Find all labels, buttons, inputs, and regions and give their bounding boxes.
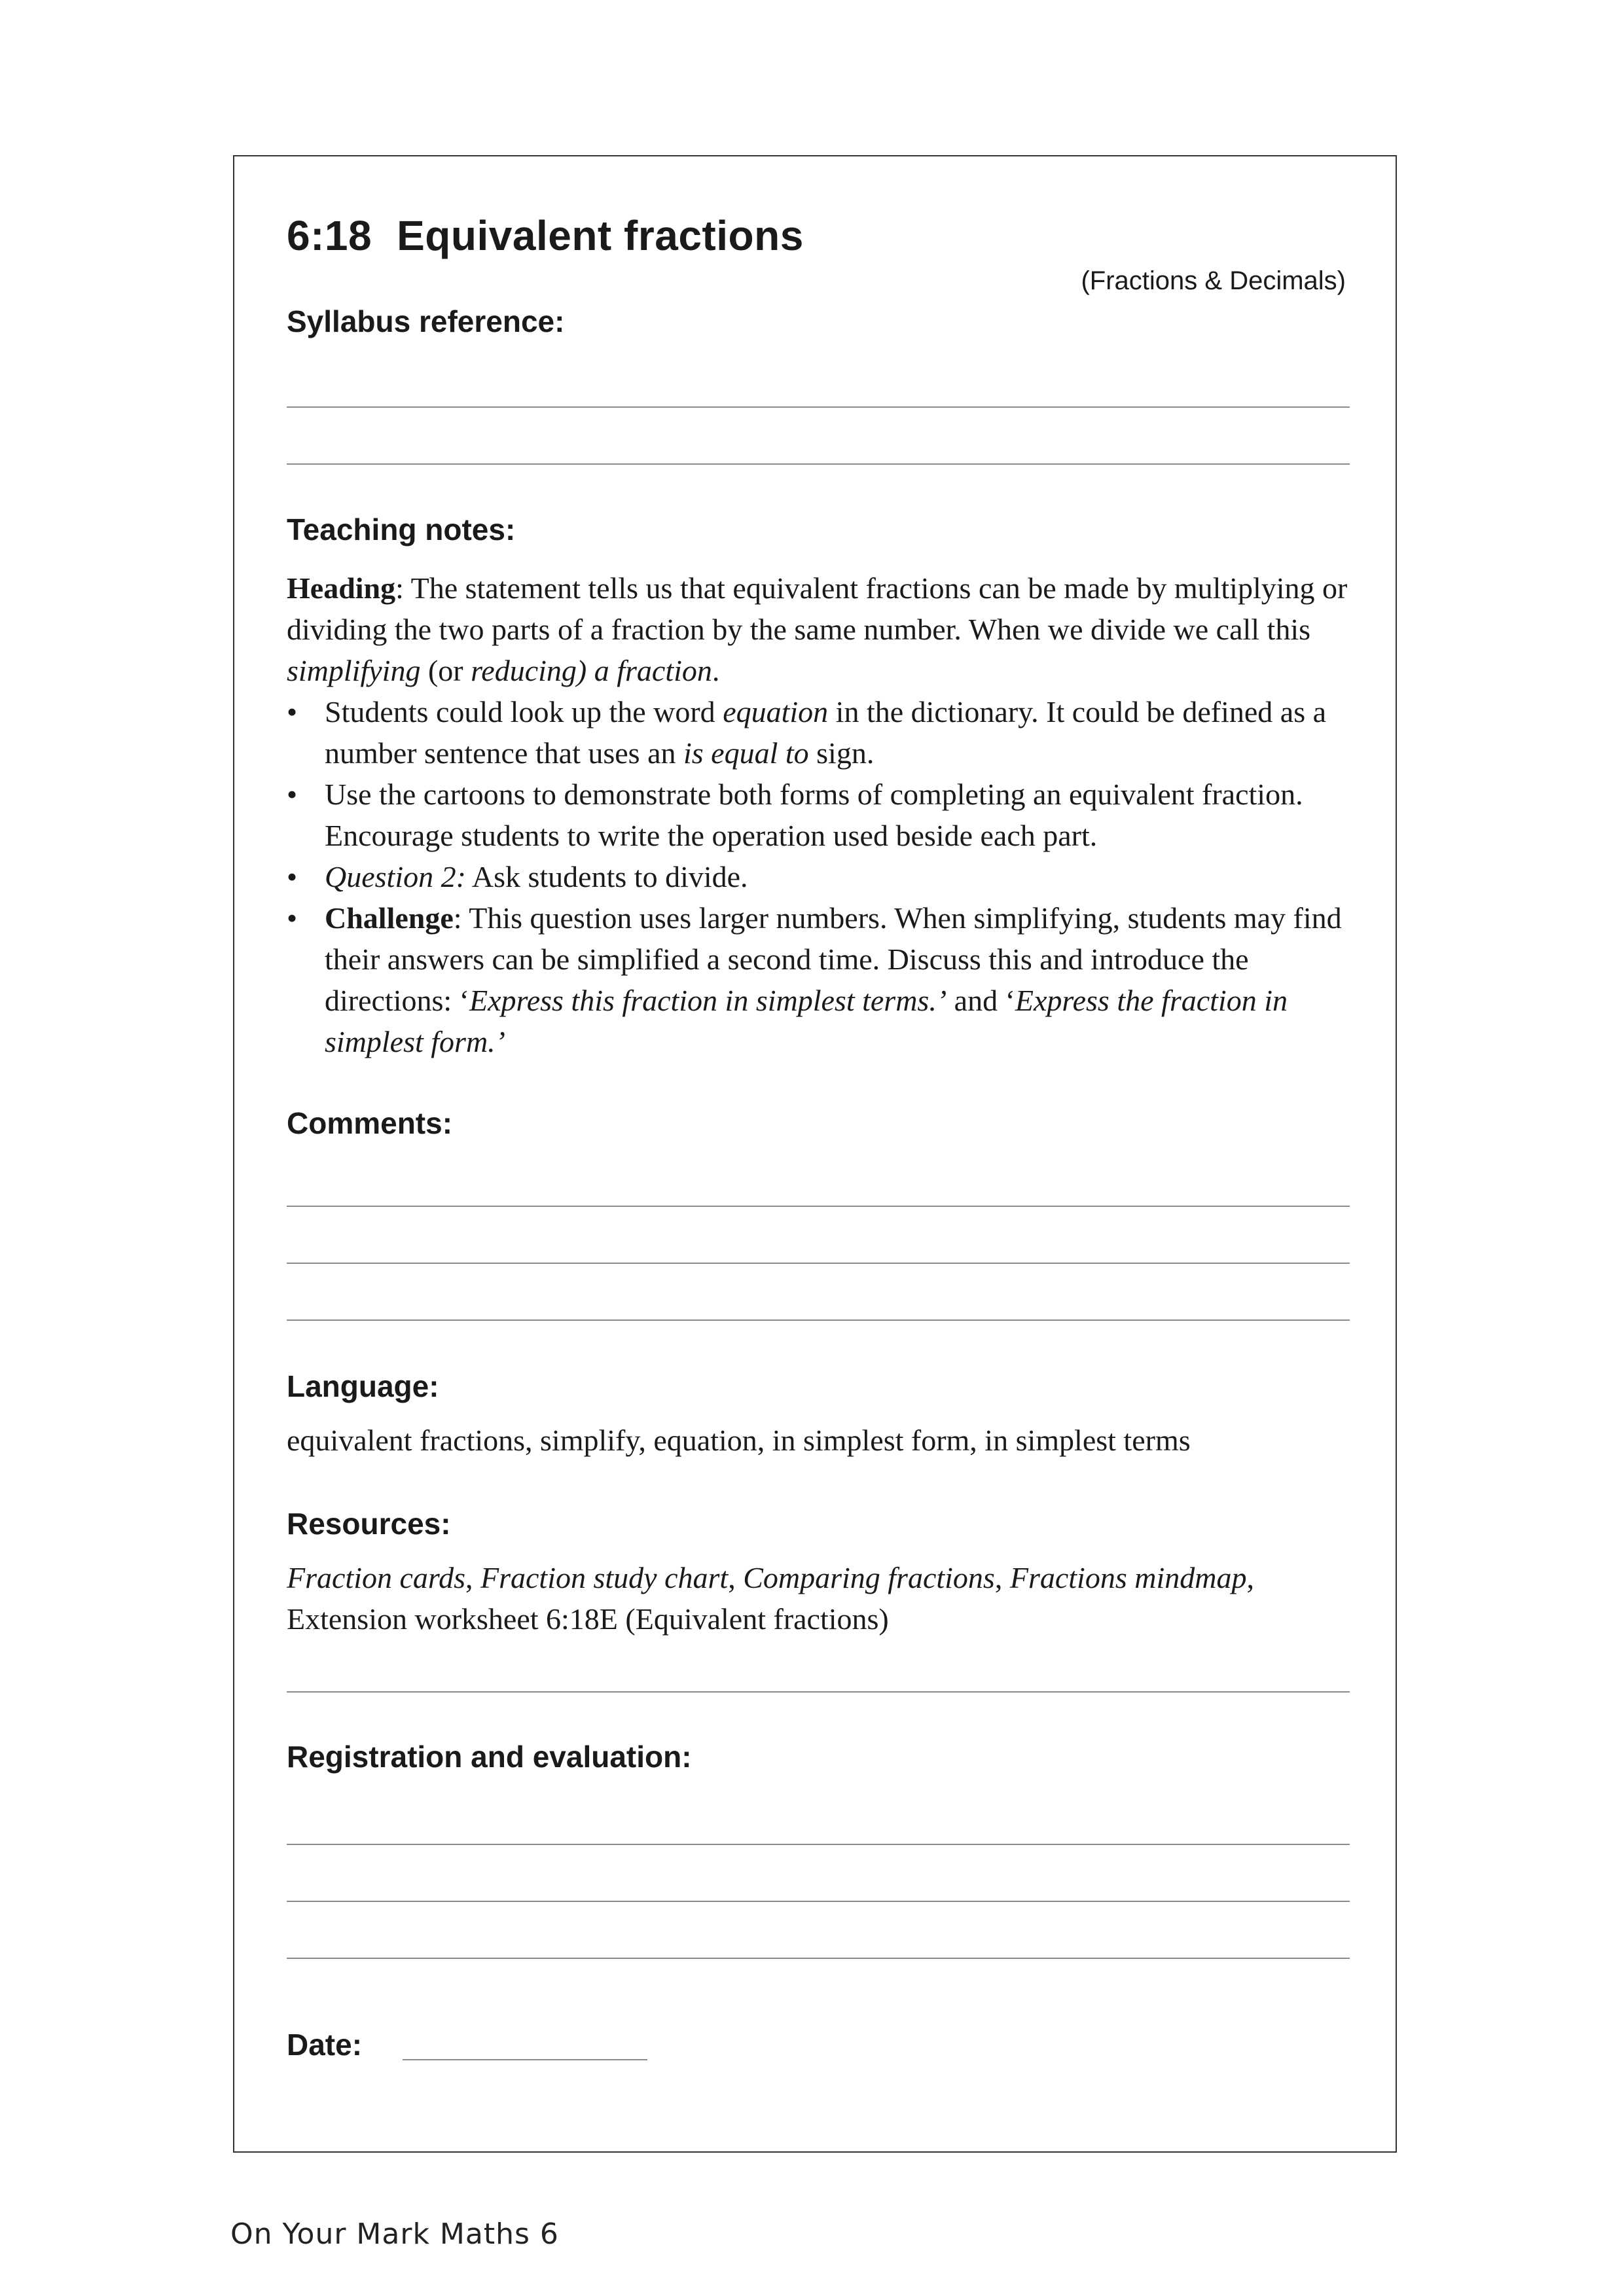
resource-sep: , bbox=[1246, 1561, 1254, 1594]
language-text: equivalent fractions, simplify, equation, in simplest form, in simplest terms bbox=[287, 1424, 1191, 1457]
intro-italic-1: simplifying bbox=[287, 654, 421, 687]
bullet-1-text: Students could look up the word bbox=[325, 695, 723, 728]
bullet-3-italic: Question 2: bbox=[325, 860, 466, 893]
resource-sep: , bbox=[465, 1561, 480, 1594]
intro-italic-2: reducing) a fraction bbox=[471, 654, 712, 687]
bullet-item bbox=[287, 856, 1354, 897]
strand-label: (Fractions & Decimals) bbox=[1081, 266, 1346, 295]
bullet-1-italic-2: is equal to bbox=[683, 736, 809, 770]
lesson-title: Equivalent fractions bbox=[397, 212, 804, 259]
notes-sheet bbox=[233, 155, 1397, 2153]
bullet-item bbox=[287, 774, 1354, 856]
comments-line-1 bbox=[287, 1206, 1350, 1207]
resource-5: Extension worksheet 6:18E (Equivalent fractions) bbox=[287, 1602, 889, 1636]
bullet-item bbox=[287, 897, 1354, 1062]
bullet-1-italic: equation bbox=[723, 695, 829, 728]
registration-line-3 bbox=[287, 1958, 1350, 1959]
resource-3: Comparing fractions bbox=[743, 1561, 995, 1594]
syllabus-heading: Syllabus reference: bbox=[287, 304, 565, 338]
bullet-4-text: : This question uses larger numbers. When simplifying, students may find their answers can be simplified a second time. Discuss this and introduce the directions: ‘ bbox=[325, 901, 1342, 1017]
resources-text bbox=[287, 1557, 1354, 1640]
syllabus-line-2 bbox=[287, 463, 1350, 465]
intro-text-2: (or bbox=[420, 654, 471, 687]
resource-2: Fraction study chart bbox=[480, 1561, 729, 1594]
registration-heading: Registration and evaluation: bbox=[287, 1740, 692, 1774]
language-heading: Language: bbox=[287, 1369, 439, 1403]
bullet-4-bold: Challenge bbox=[325, 901, 454, 935]
resources-line bbox=[287, 1691, 1350, 1693]
intro-bold: Heading bbox=[287, 571, 396, 605]
teaching-notes-heading: Teaching notes: bbox=[287, 512, 516, 547]
date-field-line bbox=[403, 2059, 647, 2060]
intro-text: : The statement tells us that equivalent fractions can be made by multiplying or dividing the two parts of a fraction by the same number. When we divide we call this bbox=[287, 571, 1348, 646]
bullet-4-italic-2: Express the fraction in simplest form.’ bbox=[325, 984, 1288, 1058]
bullet-1-text-2: in the dictionary. It could be defined as a number sentence that uses an bbox=[325, 695, 1327, 770]
teaching-notes-body bbox=[287, 567, 1354, 1062]
page-title bbox=[287, 211, 804, 260]
bullet-item bbox=[287, 691, 1354, 774]
bullet-4-text-2: and ‘ bbox=[947, 984, 1015, 1017]
registration-line-1 bbox=[287, 1844, 1350, 1845]
lesson-number: 6:18 bbox=[287, 212, 372, 259]
bullet-3-text: Ask students to divide. bbox=[465, 860, 748, 893]
resource-4: Fractions mindmap bbox=[1009, 1561, 1247, 1594]
page-footer: On Your Mark Maths 6 bbox=[230, 2217, 559, 2251]
teaching-intro bbox=[287, 567, 1354, 691]
comments-line-2 bbox=[287, 1263, 1350, 1264]
intro-text-3: . bbox=[712, 654, 720, 687]
bullet-1-text-3: sign. bbox=[808, 736, 875, 770]
comments-heading: Comments: bbox=[287, 1106, 453, 1140]
registration-line-2 bbox=[287, 1901, 1350, 1902]
resources-heading: Resources: bbox=[287, 1507, 451, 1541]
bullet-4-italic-1: Express this fraction in simplest terms.’ bbox=[469, 984, 947, 1017]
bullet-2-text: Use the cartoons to demonstrate both forms of completing an equivalent fraction. Encourage students to write the operation used beside each part. bbox=[325, 778, 1303, 852]
teaching-bullets bbox=[287, 691, 1354, 1062]
comments-line-3 bbox=[287, 1319, 1350, 1321]
date-label: Date: bbox=[287, 2028, 363, 2062]
resource-1: Fraction cards bbox=[287, 1561, 465, 1594]
syllabus-line-1 bbox=[287, 406, 1350, 408]
resource-sep: , bbox=[728, 1561, 744, 1594]
resource-sep: , bbox=[994, 1561, 1010, 1594]
